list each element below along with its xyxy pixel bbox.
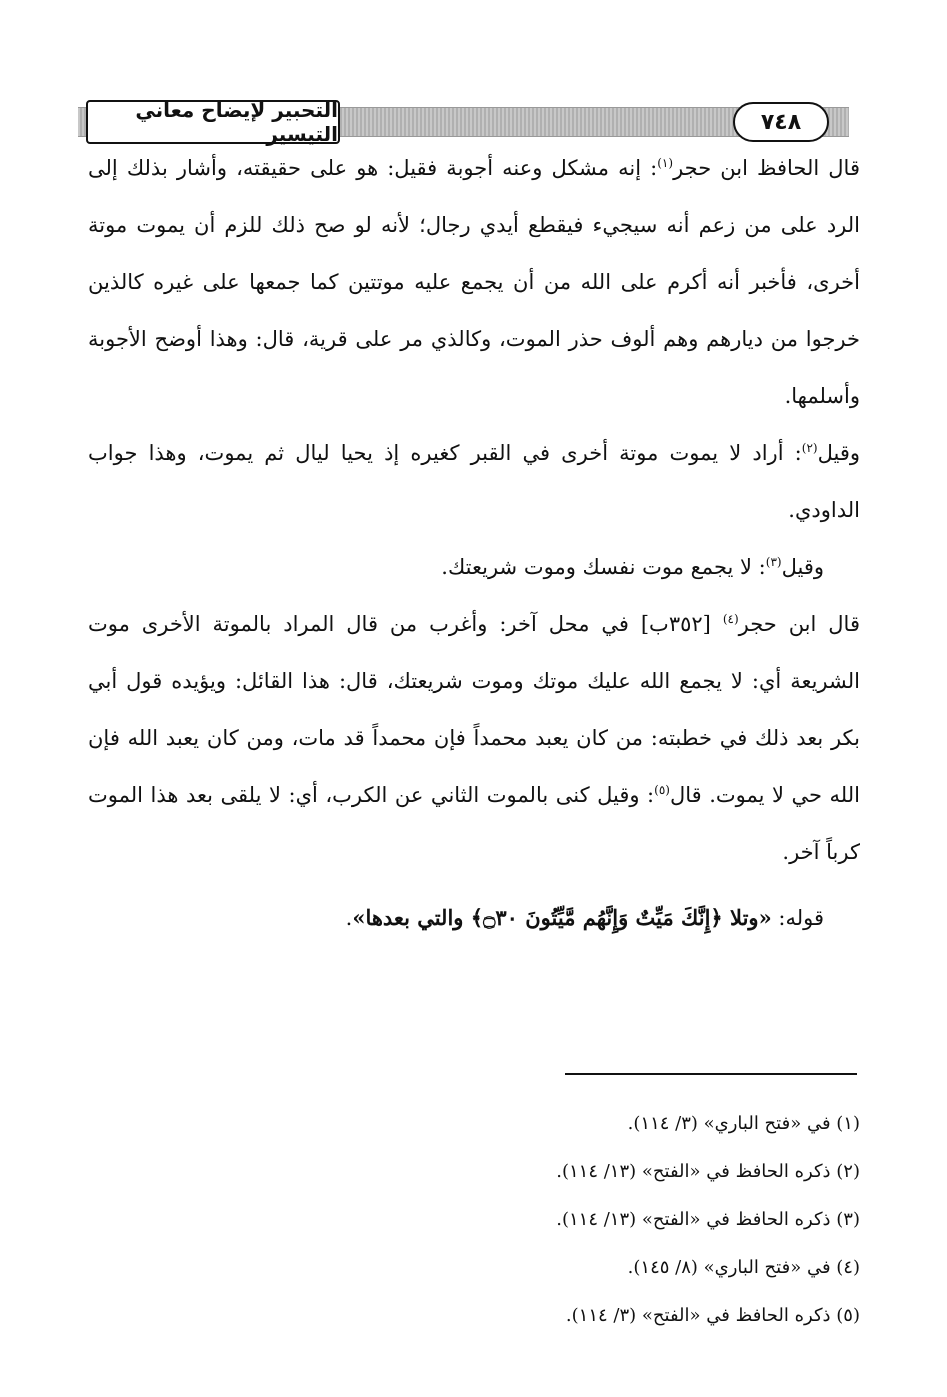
- text-span: وقيل: [781, 555, 824, 579]
- paragraph-5: [88, 889, 860, 947]
- footnote-ref-2[interactable]: (٢): [801, 441, 818, 455]
- footnote-ref-4[interactable]: (٤): [722, 612, 739, 626]
- footnote-ref-3[interactable]: (٣): [765, 555, 782, 569]
- paragraph-4: [88, 596, 860, 881]
- paragraph-3: [88, 539, 860, 596]
- footnotes: [88, 1100, 860, 1340]
- paragraph-2: [88, 425, 860, 539]
- text-span: : إنه مشكل وعنه أجوبة فقيل: هو على حقيقته، وأشار بذلك إلى الرد على من زعم أنه سيجيء فيقطع أيدي رجال؛ لأنه لو صح ذلك للزم أن يموت موتة أخرى، فأخبر أنه أكرم على الله من أن يجمع عليه موتتين كما جمعها على غيره كالذين خرجوا من ديارهم وهم ألوف حذر الموت، وكالذي مر على قرية، قال: وهذا أوضح الأجوبة وأسلمها.: [88, 156, 860, 408]
- footnote-5: (٥) ذكره الحافظ في «الفتح» (٣/ ١١٤).: [565, 1305, 860, 1326]
- text-span: قال الحافظ ابن حجر: [673, 156, 860, 180]
- quran-quote: «وتلا ﴿إِنَّكَ مَيِّتٌ وَإِنَّهُم مَّيِّتُونَ ۝٣٠﴾ والتي بعدها»: [352, 905, 772, 930]
- text-span: : لا يجمع موت نفسك وموت شريعتك.: [441, 555, 766, 579]
- text-span: قال ابن حجر: [738, 612, 860, 636]
- text-span: : أراد لا يموت موتة أخرى في القبر كغيره إذ يحيا ليال ثم يموت، وهذا جواب الداودي.: [88, 441, 860, 522]
- text-span: وقيل: [817, 441, 860, 465]
- text-span: قوله:: [771, 906, 824, 930]
- main-text: [88, 140, 860, 947]
- text-span: .: [345, 906, 353, 930]
- text-span: : وقيل كنى بالموت الثاني عن الكرب، أي: لا يلقى بعد هذا الموت كرباً آخر.: [88, 783, 860, 864]
- footnote-4: (٤) في «فتح الباري» (٨/ ١٤٥).: [627, 1257, 860, 1278]
- footnote-1: (١) في «فتح الباري» (٣/ ١١٤).: [627, 1113, 860, 1134]
- paragraph-1: [88, 140, 860, 425]
- book-title: التحبير لإيضاح معاني التيسير: [86, 100, 340, 144]
- footnote-ref-1[interactable]: (١): [657, 156, 674, 170]
- page-number: ٧٤٨: [733, 102, 829, 142]
- text-span: [٣٥٢ب] في محل آخر: وأغرب من قال المراد بالموتة الأخرى موت الشريعة أي: لا يجمع الله عليك موتك وموت شريعتك، قال: هذا القائل: ويؤيده قول أبي بكر بعد ذلك في خطبته: من كان يعبد محمداً فإن محمداً قد مات، ومن كان يعبد الله فإن الله حي لا يموت. قال: [88, 612, 860, 807]
- footnote-3: (٣) ذكره الحافظ في «الفتح» (١٣/ ١١٤).: [556, 1209, 860, 1230]
- footnote-ref-5[interactable]: (٥): [654, 783, 670, 797]
- footnote-2: (٢) ذكره الحافظ في «الفتح» (١٣/ ١١٤).: [556, 1161, 860, 1182]
- running-header: [78, 98, 849, 146]
- footnote-divider: [565, 1073, 857, 1075]
